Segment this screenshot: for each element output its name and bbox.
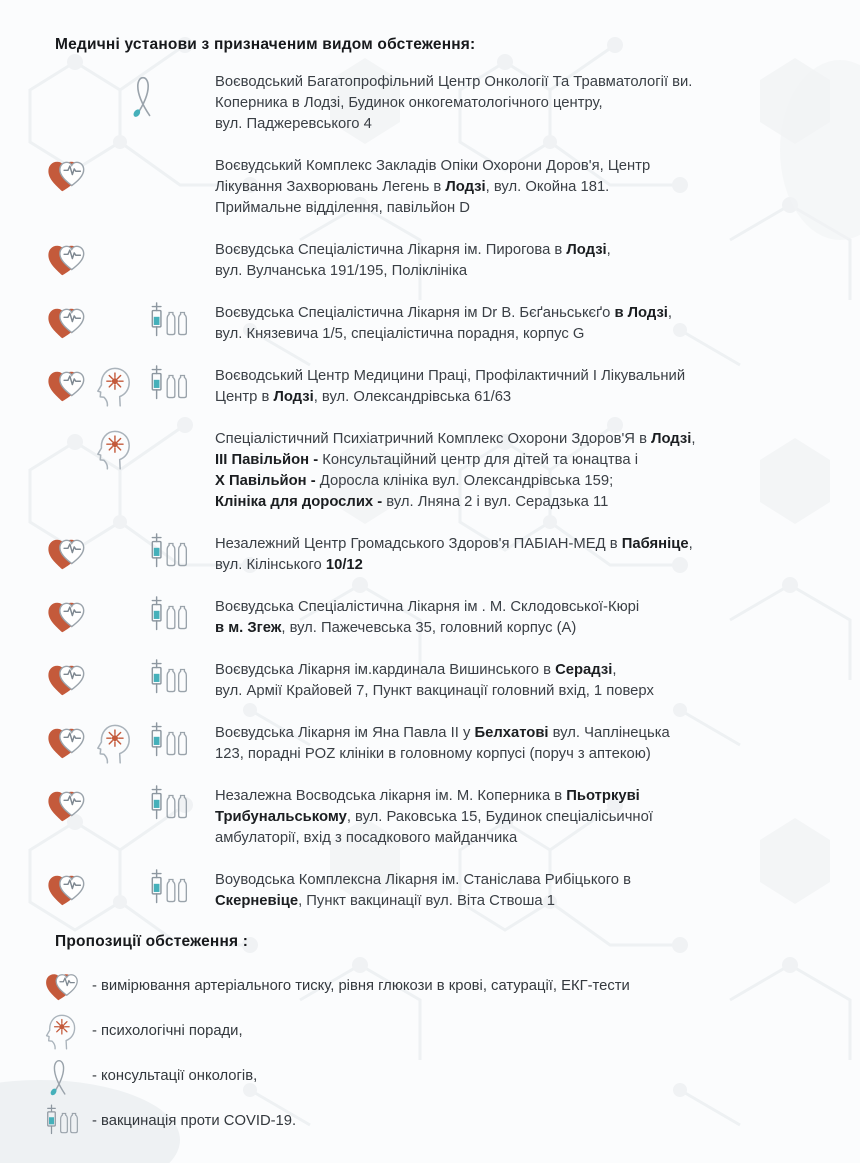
legend-item <box>44 1012 820 1050</box>
facility-entry <box>44 156 820 219</box>
legend-text: - консультації онкологів, <box>92 1068 258 1084</box>
entry-icons <box>44 786 215 849</box>
entry-text <box>215 660 820 702</box>
entry-text <box>215 240 820 282</box>
legend-item <box>44 967 820 1005</box>
facility-entry <box>44 597 820 639</box>
entry-icons <box>44 156 215 219</box>
entry-icons <box>44 303 215 345</box>
facility-entry <box>44 660 820 702</box>
entry-text-line: Воєводський Центр Медицини Праці, Профілактичний І Лікувальний <box>215 368 686 384</box>
heart-ecg-icon <box>46 597 88 635</box>
facility-entry <box>44 429 820 513</box>
entry-text <box>215 72 820 135</box>
entry-text-line: Лікування Захворювань Легень в Лодзі, вул. Окойна 181. <box>215 179 610 195</box>
entry-text-line: 123, порадні POZ клініки в головному корпусі (поруч з аптекою) <box>215 746 651 762</box>
vaccine-syringe-icon <box>148 784 194 824</box>
entry-icons <box>44 660 215 702</box>
entry-text <box>215 786 820 849</box>
page-title: Медичні установи з призначеним видом обстеження: <box>55 36 476 53</box>
entry-icons <box>44 534 215 576</box>
entry-text <box>215 723 820 765</box>
legend-list <box>44 967 820 1140</box>
oncology-ribbon-icon <box>44 1056 92 1097</box>
facility-entry <box>44 723 820 765</box>
psychology-head-icon <box>95 722 133 764</box>
entry-icons <box>44 366 215 408</box>
vaccine-syringe-icon <box>148 721 194 761</box>
facility-entry <box>44 786 820 849</box>
entry-text-line: вул. Князевича 1/5, спеціалістична порадня, корпус G <box>215 326 585 342</box>
entry-icons <box>44 72 215 135</box>
facility-entry <box>44 366 820 408</box>
heart-ecg-icon <box>46 303 88 341</box>
entry-text-line: Спеціалістичний Психіатричний Комплекс Охорони Здоров'Я в Лодзі, <box>215 431 696 447</box>
entry-text-line: вул. Кілінського 10/12 <box>215 557 363 573</box>
entry-text-line: Коперника в Лодзі, Будинок онкогематологічного центру, <box>215 95 603 111</box>
entry-text-line: Трибунальському, вул. Раковська 15, Будинок спеціалісьичної <box>215 809 653 825</box>
entry-text-line: Воєвудська Спеціалістична Лікарня ім. Пирогова в Лодзі, <box>215 242 611 258</box>
entry-text-line: вул. Паджеревського 4 <box>215 116 372 132</box>
facility-entry <box>44 870 820 912</box>
entry-text-line: Воєвудська Лікарня ім.кардинала Вишинського в Серадзі, <box>215 662 617 678</box>
vaccine-syringe-icon <box>148 301 194 341</box>
entry-text-line: Приймальне відділення, павільйон D <box>215 200 470 216</box>
entry-text-line: Х Павільйон - Доросла клініка вул. Олександрівська 159; <box>215 473 614 489</box>
heart-ecg-icon <box>46 156 88 194</box>
entry-text-line: вул. Вулчанська 191/195, Поліклініка <box>215 263 468 279</box>
entry-text-line: ІІІ Павільйон - Консультаційний центр для дітей та юнацтва і <box>215 452 638 468</box>
legend-text: - вимірювання артеріального тиску, рівня глюкози в крові, сатурації, ЕКГ-тести <box>92 978 630 994</box>
facility-entry <box>44 240 820 282</box>
entry-text-line: в м. Згеж, вул. Пажечевська 35, головний корпус (А) <box>215 620 577 636</box>
heart-ecg-icon <box>46 660 88 698</box>
legend-text: - вакцинація проти COVID-19. <box>92 1113 297 1129</box>
entry-icons <box>44 870 215 912</box>
entry-text <box>215 303 820 345</box>
vaccine-syringe-icon <box>148 364 194 404</box>
entry-text-line: Незалежний Центр Громадського Здоров'я ПАБІАН-МЕД в Пабяніце, <box>215 536 693 552</box>
entry-icons <box>44 240 215 282</box>
entry-text-line: Воуводська Комплексна Лікарня ім. Станіслава Рибіцького в <box>215 872 631 888</box>
entry-text-line: Незалежна Восводська лікарня ім. М. Коперника в Пьотркуві <box>215 788 640 804</box>
entry-text-line: Воєвудська Спеціалістична Лікарня ім . М. Склодовської-Кюрі <box>215 599 640 615</box>
oncology-ribbon-icon <box>126 73 160 119</box>
vaccine-syringe-icon <box>148 868 194 908</box>
heart-ecg-icon <box>46 723 88 761</box>
entry-text <box>215 534 820 576</box>
entry-icons <box>44 429 215 513</box>
heart-ecg-icon <box>46 366 88 404</box>
heart-ecg-icon <box>46 870 88 908</box>
legend-item <box>44 1102 820 1140</box>
entry-text-line: Скерневіце, Пункт вакцинації вул. Віта Ствоша 1 <box>215 893 555 909</box>
entry-text-line: Воєводський Багатопрофільний Центр Онкології Та Травматології ви. <box>215 74 693 90</box>
entry-text <box>215 597 820 639</box>
entry-text-line: Воєвудська Лікарня ім Яна Павла II у Белхатові вул. Чаплінецька <box>215 725 670 741</box>
vaccine-syringe-icon <box>148 658 194 698</box>
entry-text-line: амбулаторії, вхід з посадкового майданчика <box>215 830 518 846</box>
entry-text-line: Воєвудська Спеціалістична Лікарня ім Dr В. Бєґаньськєґо в Лодзі, <box>215 305 673 321</box>
psychology-head-icon <box>95 365 133 407</box>
entry-text-line: Воєвудський Комплекс Закладів Опіки Охорони Доров'я, Центр <box>215 158 651 174</box>
vaccine-syringe-icon <box>148 532 194 572</box>
facility-entry <box>44 534 820 576</box>
heart-ecg-icon <box>46 240 88 278</box>
entry-text-line: вул. Армії Крайовей 7, Пункт вакцинації головний вхід, 1 поверх <box>215 683 654 699</box>
vaccine-syringe-icon <box>148 595 194 635</box>
entry-text <box>215 429 820 513</box>
legend-title: Пропозиції обстеження : <box>55 933 249 950</box>
heart-ecg-icon <box>46 534 88 572</box>
vaccine-syringe-icon <box>44 1103 92 1139</box>
psychology-head-icon <box>95 428 133 470</box>
entry-text <box>215 366 820 408</box>
facility-entry <box>44 72 820 135</box>
heart-ecg-icon <box>44 969 92 1003</box>
entry-text-line: Центр в Лодзі, вул. Олександрівська 61/63 <box>215 389 512 405</box>
legend-text: - психологічні поради, <box>92 1023 243 1039</box>
entry-icons <box>44 597 215 639</box>
legend-item <box>44 1057 820 1095</box>
heart-ecg-icon <box>46 786 88 824</box>
entry-icons <box>44 723 215 765</box>
facility-entry <box>44 303 820 345</box>
psychology-head-icon <box>44 1012 92 1050</box>
entry-text <box>215 870 820 912</box>
facility-list <box>44 72 820 912</box>
entry-text <box>215 156 820 219</box>
entry-text-line: Клініка для дорослих - вул. Лняна 2 і вул. Серадзька 11 <box>215 494 609 510</box>
